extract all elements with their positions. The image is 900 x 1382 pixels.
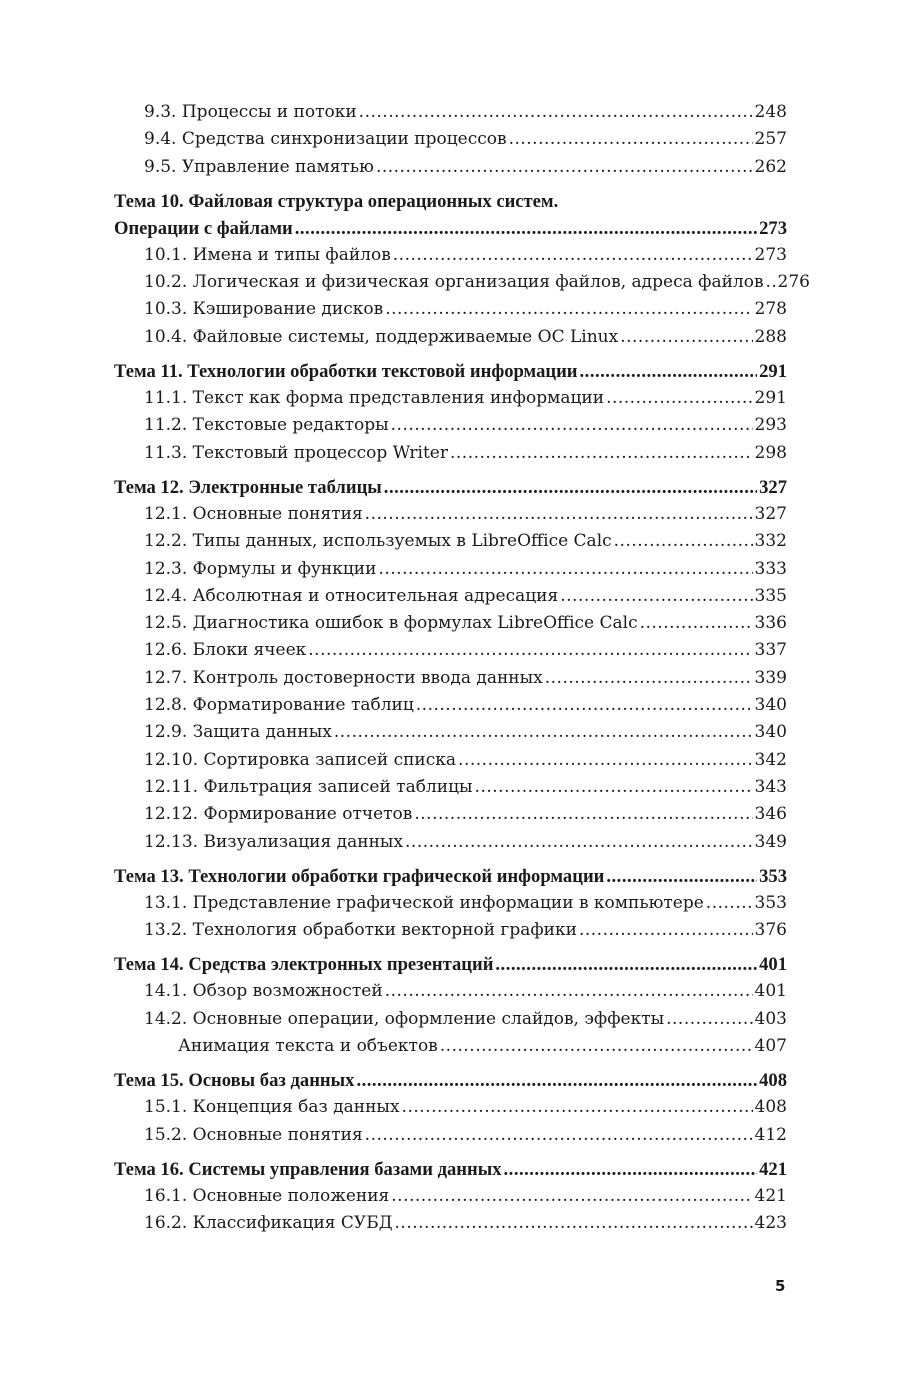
toc-entry[interactable] [114, 719, 787, 746]
toc-entry[interactable] [114, 665, 787, 692]
leader-dots [509, 126, 753, 153]
section-title: Представление графической информации в компьютере [192, 892, 704, 913]
section-title: Процессы и потоки [181, 102, 357, 122]
chapter-entry[interactable] [114, 1067, 787, 1094]
leader-dots [495, 951, 757, 978]
section-title: Абсолютная и относительная адресация [192, 585, 559, 606]
leader-dots [606, 863, 757, 890]
section-title: Основные положения [192, 1185, 390, 1206]
toc-entry[interactable] [114, 801, 787, 828]
page-ref: 291 [759, 361, 787, 383]
page-ref: 336 [754, 613, 787, 634]
toc-entry[interactable] [114, 126, 787, 153]
page-ref: 412 [754, 1124, 787, 1145]
leader-dots [308, 637, 752, 664]
chapter-title: Тема 12. Электронные таблицы [114, 476, 382, 498]
page-ref: 343 [754, 776, 787, 797]
page-ref: 423 [754, 1213, 787, 1234]
toc-entry[interactable] [114, 1006, 787, 1033]
section-number: 12.9. [144, 722, 188, 743]
section-number: 12.13. [144, 831, 199, 852]
leader-dots [475, 774, 753, 801]
section-number: 13.1. [144, 892, 188, 913]
page-ref: 293 [754, 415, 787, 436]
leader-dots [560, 583, 752, 610]
section-title: Визуализация данных [203, 831, 404, 852]
section-number: 11.2. [144, 415, 188, 436]
page-ref: 248 [754, 102, 787, 122]
section-number: 9.4. [144, 129, 177, 150]
section-title: Обзор возможностей [192, 981, 383, 1002]
toc-subentry[interactable] [114, 1033, 787, 1060]
toc-entry[interactable] [114, 528, 787, 555]
leader-dots [359, 99, 753, 126]
section-number: 12.7. [144, 667, 188, 688]
toc-entry[interactable] [114, 556, 787, 583]
section-title: Текст как форма представления информации [192, 388, 605, 409]
chapter-title: Тема 16. Системы управления базами данных [114, 1158, 502, 1180]
section-title: Сортировка записей списка [203, 749, 457, 770]
page-ref: 349 [754, 831, 787, 852]
section-number: 10.2. [144, 272, 188, 293]
leader-dots [440, 1033, 753, 1060]
section-title: Логическая и физическая организация файлов, адреса файлов [192, 272, 764, 293]
toc-entry[interactable] [114, 637, 787, 664]
leader-dots [395, 1210, 753, 1237]
section-number: 12.3. [144, 558, 188, 579]
table-of-contents [114, 99, 810, 1238]
section-title: Управление памятью [181, 156, 374, 177]
leader-dots [378, 556, 752, 583]
section-title: Концепция баз данных [192, 1097, 400, 1118]
section-title: Текстовый процессор Writer [192, 442, 448, 463]
section-title: Формулы и функции [192, 558, 377, 579]
leader-dots [504, 1156, 758, 1183]
toc-entry[interactable] [114, 324, 787, 351]
page-ref: 291 [754, 388, 787, 409]
subsection-title: Анимация текста и объектов [178, 1036, 438, 1057]
chapter-entry[interactable] [114, 474, 787, 501]
chapter-heading-line1: Тема 10. Файловая структура операционных систем. [114, 190, 559, 212]
page-ref: 273 [754, 244, 787, 265]
leader-dots [579, 917, 753, 944]
section-number: 13.2. [144, 920, 188, 941]
leader-dots [766, 269, 776, 296]
section-title: Форматирование таблиц [192, 695, 414, 716]
section-title: Типы данных, используемых в LibreOffice Calc [192, 531, 612, 552]
page-ref: 335 [754, 585, 787, 606]
leader-dots [405, 829, 753, 856]
section-number: 14.1. [144, 981, 188, 1002]
page-ref: 276 [777, 272, 810, 293]
leader-dots [391, 1183, 752, 1210]
section-number: 12.2. [144, 531, 188, 552]
page-ref: 298 [754, 442, 787, 463]
page-ref: 288 [754, 326, 787, 347]
section-number: 12.11. [144, 776, 199, 797]
leader-dots [334, 719, 753, 746]
leader-dots [666, 1006, 752, 1033]
section-title: Основные операции, оформление слайдов, эффекты [192, 1008, 665, 1029]
leader-dots [365, 1122, 753, 1149]
section-number: 12.1. [144, 503, 188, 524]
section-title: Файловые системы, поддерживаемые ОС Linux [192, 326, 619, 347]
section-title: Защита данных [192, 722, 332, 743]
chapter-title: Тема 11. Технологии обработки текстовой информации [114, 361, 578, 383]
section-number: 12.5. [144, 613, 188, 634]
chapter-entry[interactable] [114, 1156, 787, 1183]
toc-entry[interactable] [114, 978, 787, 1005]
section-number: 14.2. [144, 1008, 188, 1029]
page-ref: 337 [754, 640, 787, 661]
leader-dots [450, 440, 753, 467]
section-number: 12.6. [144, 640, 188, 661]
section-number: 11.1. [144, 388, 188, 409]
leader-dots [620, 324, 752, 351]
page-ref: 333 [754, 558, 787, 579]
leader-dots [545, 665, 753, 692]
toc-entry[interactable] [114, 917, 787, 944]
leader-dots [365, 501, 753, 528]
page-ref: 342 [754, 749, 787, 770]
section-number: 10.1. [144, 244, 188, 265]
section-title: Фильтрация записей таблицы [203, 776, 473, 797]
toc-entry[interactable] [114, 747, 787, 774]
toc-entry[interactable] [114, 242, 787, 269]
leader-dots [416, 692, 753, 719]
chapter-entry[interactable] [114, 863, 787, 890]
toc-entry[interactable] [114, 440, 787, 467]
page-number: 5 [775, 1277, 786, 1295]
page-ref: 340 [754, 722, 787, 743]
section-number: 12.12. [144, 804, 199, 825]
section-number: 9.5. [144, 156, 177, 177]
section-title: Основные понятия [192, 503, 363, 524]
toc-entry[interactable] [114, 1094, 787, 1121]
toc-entry[interactable] [114, 296, 787, 323]
leader-dots [384, 474, 757, 501]
page-ref: 353 [759, 865, 787, 887]
leader-dots [376, 154, 753, 181]
toc-entry[interactable] [114, 890, 787, 917]
toc-entry[interactable] [114, 829, 787, 856]
chapter-title: Операции с файлами [114, 217, 293, 239]
section-number: 12.4. [144, 585, 188, 606]
section-number: 9.3. [144, 102, 177, 122]
page-ref: 262 [754, 156, 787, 177]
toc-entry[interactable] [114, 610, 787, 637]
page-ref: 376 [754, 920, 787, 941]
section-number: 12.10. [144, 749, 199, 770]
section-title: Технология обработки векторной графики [192, 920, 577, 941]
section-title: Основные понятия [192, 1124, 363, 1145]
section-number: 12.8. [144, 695, 188, 716]
page-ref: 401 [759, 954, 787, 976]
page-ref: 403 [754, 1008, 787, 1029]
leader-dots [580, 358, 758, 385]
leader-dots [640, 610, 753, 637]
leader-dots [414, 801, 752, 828]
page-ref: 421 [754, 1185, 787, 1206]
page-ref: 408 [759, 1070, 787, 1092]
leader-dots [356, 1067, 757, 1094]
page-ref: 340 [754, 695, 787, 716]
section-number: 10.4. [144, 326, 188, 347]
section-number: 16.2. [144, 1213, 188, 1234]
section-title: Средства синхронизации процессов [181, 129, 507, 150]
leader-dots [706, 890, 753, 917]
leader-dots [391, 412, 753, 439]
leader-dots [614, 528, 753, 555]
page-ref: 278 [754, 299, 787, 320]
section-title: Диагностика ошибок в формулах LibreOffice Calc [192, 613, 638, 634]
leader-dots [402, 1094, 753, 1121]
section-number: 15.2. [144, 1124, 188, 1145]
toc-entry[interactable] [114, 1122, 787, 1149]
section-title: Имена и типы файлов [192, 244, 391, 265]
page-ref: 407 [754, 1036, 787, 1057]
chapter-entry[interactable] [114, 358, 787, 385]
page-ref: 346 [754, 804, 787, 825]
page-ref: 408 [754, 1097, 787, 1118]
section-number: 16.1. [144, 1185, 188, 1206]
section-title: Формирование отчетов [203, 804, 413, 825]
page-ref: 327 [759, 476, 787, 498]
leader-dots [606, 385, 752, 412]
toc-entry[interactable] [114, 412, 787, 439]
toc-entry[interactable] [114, 269, 810, 296]
toc-entry[interactable] [114, 692, 787, 719]
chapter-entry[interactable] [114, 215, 787, 242]
chapter-entry[interactable] [114, 951, 787, 978]
chapter-title: Тема 13. Технологии обработки графической информации [114, 865, 605, 887]
chapter-title: Тема 14. Средства электронных презентаций [114, 954, 494, 976]
page-ref: 257 [754, 129, 787, 150]
toc-entry[interactable] [114, 385, 787, 412]
page-ref: 401 [754, 981, 787, 1002]
page-ref: 327 [754, 503, 787, 524]
page-ref: 353 [754, 892, 787, 913]
page-ref: 273 [759, 217, 787, 239]
leader-dots [385, 296, 752, 323]
toc-entry[interactable] [114, 774, 787, 801]
section-number: 10.3. [144, 299, 188, 320]
toc-entry[interactable] [114, 501, 787, 528]
section-number: 15.1. [144, 1097, 188, 1118]
section-title: Текстовые редакторы [192, 415, 389, 436]
page-ref: 421 [759, 1158, 787, 1180]
leader-dots [295, 215, 757, 242]
section-title: Блоки ячеек [192, 640, 307, 661]
section-number: 11.3. [144, 442, 188, 463]
chapter-title: Тема 15. Основы баз данных [114, 1070, 355, 1092]
toc-entry[interactable] [114, 154, 787, 181]
page-ref: 339 [754, 667, 787, 688]
section-title: Классификация СУБД [192, 1213, 393, 1234]
leader-dots [458, 747, 753, 774]
leader-dots [385, 978, 753, 1005]
toc-entry[interactable] [114, 583, 787, 610]
page-ref: 332 [754, 531, 787, 552]
leader-dots [393, 242, 753, 269]
toc-entry[interactable] [114, 1210, 787, 1237]
toc-entry[interactable] [114, 1183, 787, 1210]
toc-entry[interactable] [114, 99, 787, 126]
section-title: Контроль достоверности ввода данных [192, 667, 543, 688]
section-title: Кэширование дисков [192, 299, 384, 320]
